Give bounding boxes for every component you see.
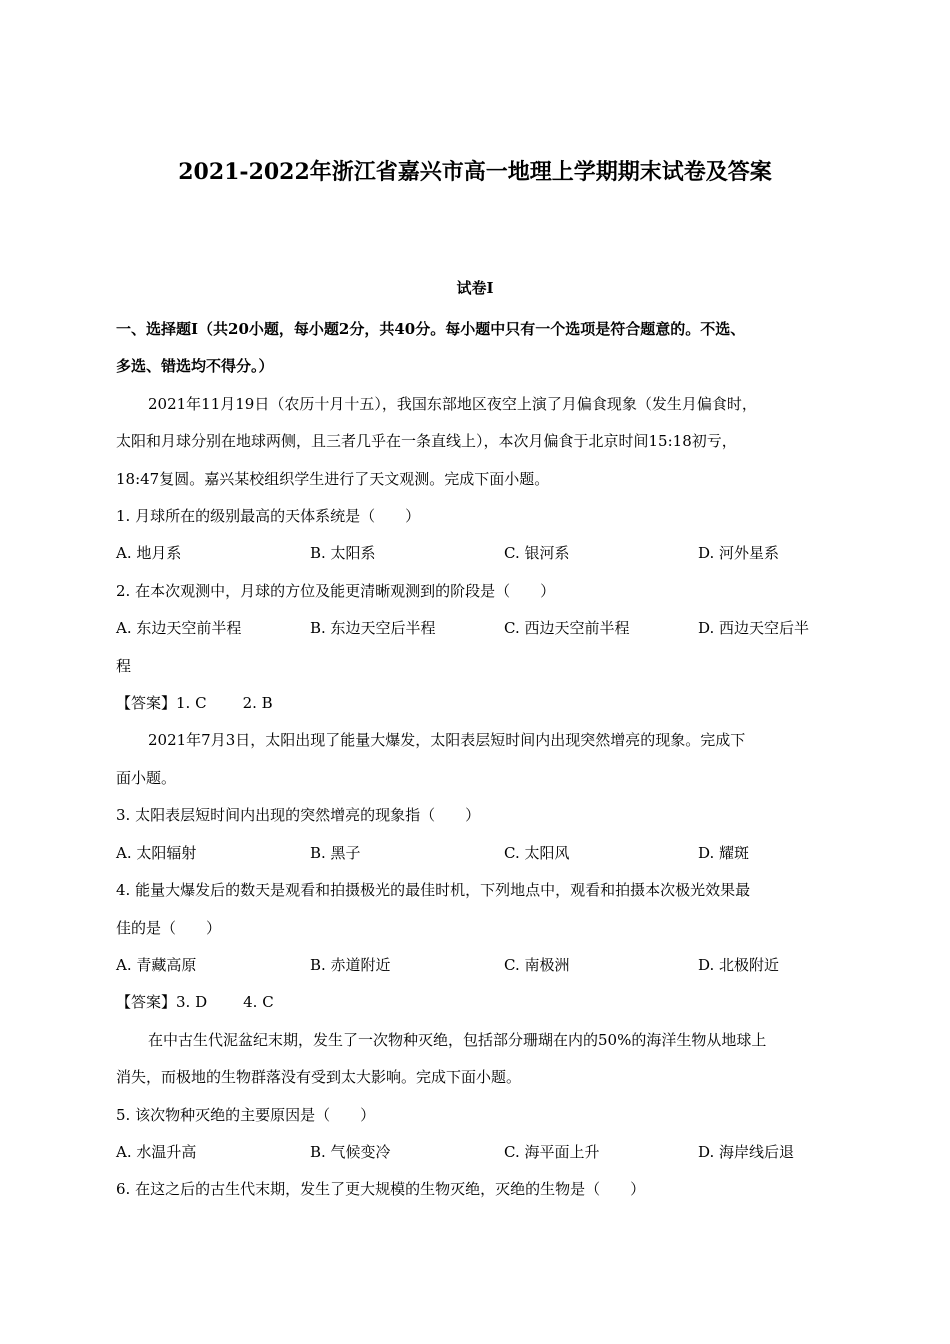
- document-body: [116, 311, 838, 1209]
- question-2-options: [116, 610, 838, 647]
- question-4-option-d: D. 北极附近: [698, 955, 780, 974]
- question-3-option-c: C. 太阳风: [504, 843, 570, 862]
- question-2-option-b: B. 东边天空后半程: [310, 619, 436, 638]
- question-5-option-b: B. 气候变冷: [310, 1142, 391, 1161]
- section-title: 试卷Ⅰ: [456, 279, 494, 297]
- answer-block-2: [116, 984, 838, 1021]
- part-heading-line2: 多选、错选均不得分。）: [116, 357, 274, 376]
- question-2-option-d: D. 西边天空后半: [698, 619, 810, 638]
- question-4-stem-line2: 佳的是（ ）: [116, 918, 222, 937]
- question-1-option-a: A. 地月系: [116, 544, 182, 563]
- question-1-option-c: C. 银河系: [504, 544, 570, 563]
- answer-block-1: [116, 685, 838, 722]
- question-6-stem: 6. 在这之后的古生代末期，发生了更大规模的生物灭绝，灭绝的生物是（ ）: [116, 1180, 646, 1199]
- question-4-option-c: C. 南极洲: [504, 955, 570, 974]
- question-3-stem: 3. 太阳表层短时间内出现的突然增亮的现象指（ ）: [116, 806, 481, 825]
- question-4-option-b: B. 赤道附近: [310, 955, 391, 974]
- question-3-options: [116, 835, 838, 872]
- question-5-option-c: C. 海平面上升: [504, 1142, 600, 1161]
- passage3-line1: 在中古生代泥盆纪末期，发生了一次物种灭绝，包括部分珊瑚在内的50%的海洋生物从地球上: [148, 1030, 767, 1049]
- answer-3: 3. D: [176, 993, 208, 1012]
- question-1-options: [116, 535, 838, 572]
- passage2-line1: 2021年7月3日，太阳出现了能量大爆发，太阳表层短时间内出现突然增亮的现象。完成下: [148, 731, 746, 750]
- answer-label: 【答案】: [116, 694, 177, 713]
- question-1-option-d: D. 河外星系: [698, 544, 780, 563]
- question-4-options: [116, 947, 838, 984]
- passage1-line2: 太阳和月球分别在地球两侧，且三者几乎在一条直线上），本次月偏食于北京时间15:18初亏，: [116, 432, 737, 451]
- question-4-option-a: A. 青藏高原: [116, 955, 197, 974]
- answer-4: 4. C: [243, 993, 274, 1012]
- question-5-options: [116, 1134, 838, 1171]
- document-title: 2021-2022年浙江省嘉兴市高一地理上学期期末试卷及答案: [178, 159, 772, 185]
- question-1-stem: 1. 月球所在的级别最高的天体系统是（ ）: [116, 507, 421, 526]
- question-5-stem: 5. 该次物种灭绝的主要原因是（ ）: [116, 1105, 376, 1124]
- question-3-option-a: A. 太阳辐射: [116, 843, 197, 862]
- question-3-option-d: D. 耀斑: [698, 843, 750, 862]
- question-5-option-a: A. 水温升高: [116, 1142, 197, 1161]
- question-2-option-c: C. 西边天空前半程: [504, 619, 630, 638]
- answer-1: 1. C: [176, 694, 207, 713]
- passage1-line3: 18:47复圆。嘉兴某校组织学生进行了天文观测。完成下面小题。: [116, 469, 550, 488]
- question-4-stem-line1: 4. 能量大爆发后的数天是观看和拍摄极光的最佳时机，下列地点中，观看和拍摄本次极光效果最: [116, 881, 751, 900]
- question-2-option-a: A. 东边天空前半程: [116, 619, 242, 638]
- passage1-line1: 2021年11月19日（农历十月十五），我国东部地区夜空上演了月偏食现象（发生月偏食时，: [148, 394, 757, 413]
- question-3-option-b: B. 黑子: [310, 843, 361, 862]
- question-2-option-d-wrap: 程: [116, 656, 132, 675]
- answer-2: 2. B: [242, 694, 273, 713]
- question-1-option-b: B. 太阳系: [310, 544, 376, 563]
- passage3-line2: 消失，而极地的生物群落没有受到太大影响。完成下面小题。: [116, 1068, 522, 1087]
- answer-label: 【答案】: [116, 993, 177, 1012]
- question-5-option-d: D. 海岸线后退: [698, 1142, 795, 1161]
- part-heading-line1: 一、选择题Ⅰ（共20小题，每小题2分，共40分。每小题中只有一个选项是符合题意的。不选、: [116, 320, 746, 338]
- passage2-line2: 面小题。: [116, 768, 177, 787]
- question-2-stem: 2. 在本次观测中，月球的方位及能更清晰观测到的阶段是（ ）: [116, 581, 556, 600]
